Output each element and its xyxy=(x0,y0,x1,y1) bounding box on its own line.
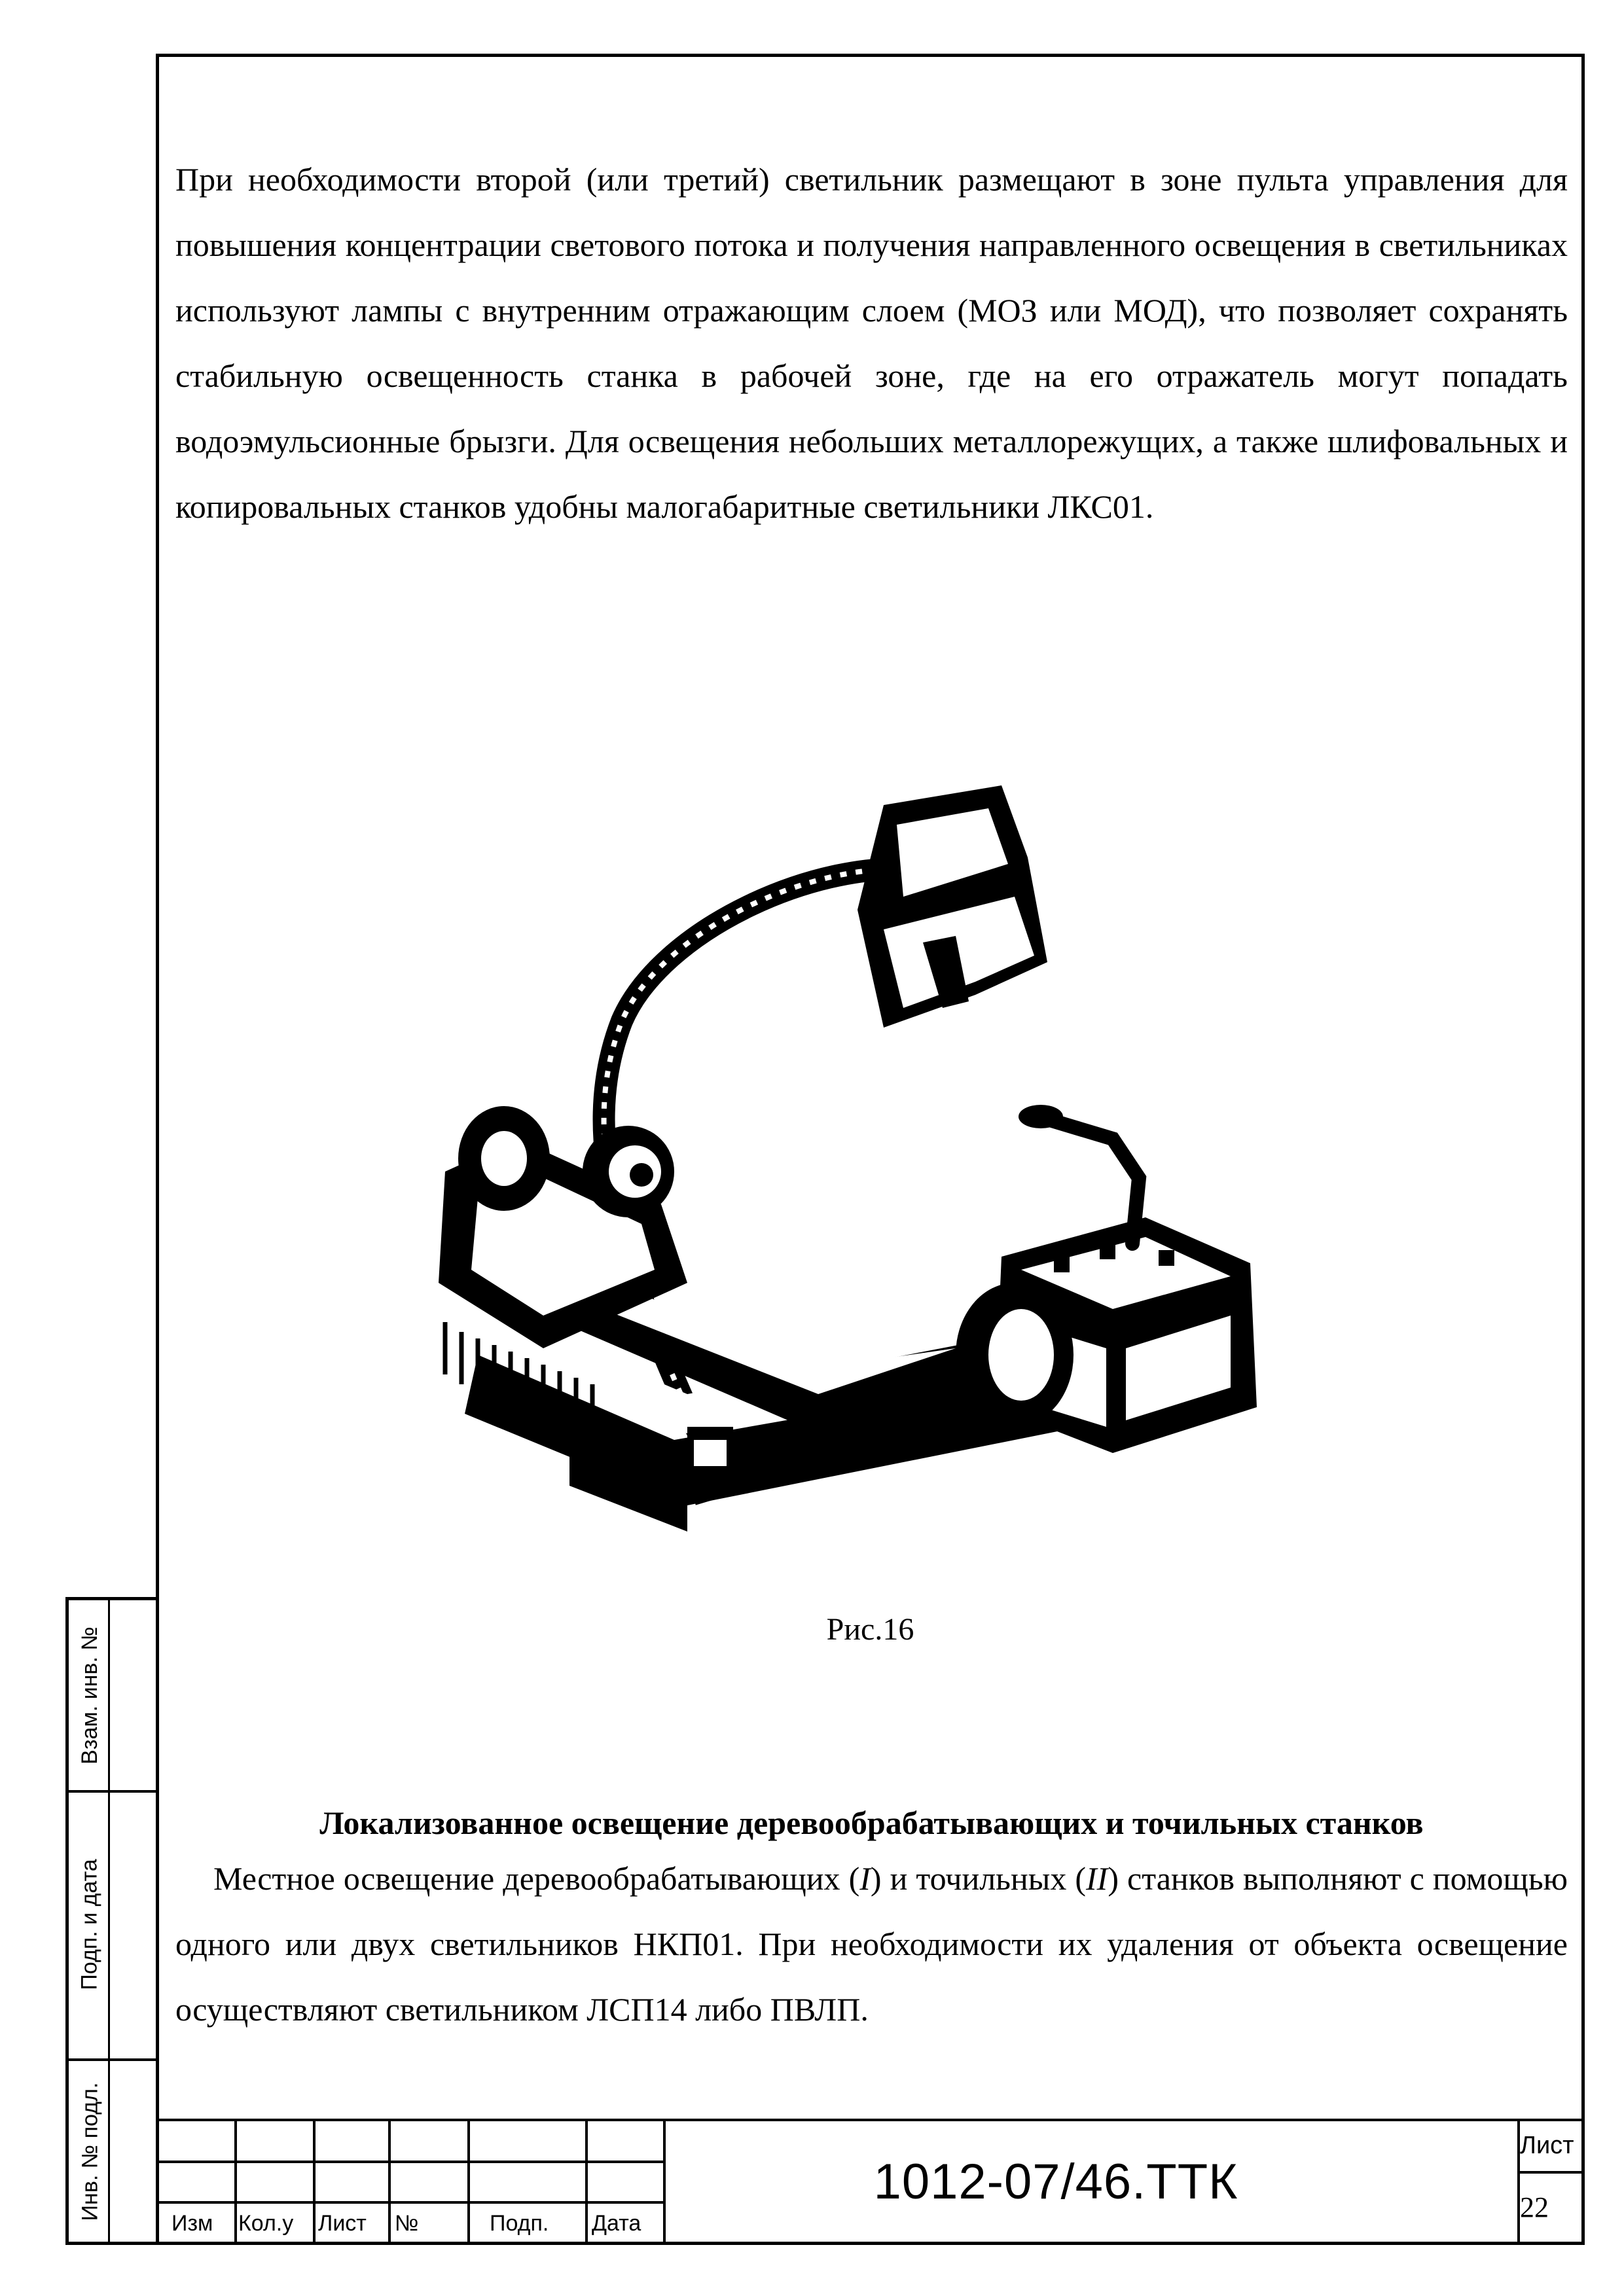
section-heading: Локализованное освещение деревообрабатывающих и точильных станков xyxy=(319,1804,1424,1841)
header-signature: Подп. xyxy=(490,2211,549,2236)
paragraph-text-1: Местное освещение деревообрабатывающих ( xyxy=(213,1860,860,1897)
lathe-with-lamp-illustration xyxy=(347,746,1394,1571)
figure-caption: Рис.16 xyxy=(826,1612,914,1647)
ref-II: II xyxy=(1086,1860,1108,1897)
paragraph-text-2: ) и точильных ( xyxy=(870,1860,1087,1897)
side-label-replacement-inventory: Взам. инв. № xyxy=(77,1626,103,1765)
side-label-original-inventory: Инв. № подл. xyxy=(77,2082,103,2221)
paragraph-intro: При необходимости второй (или третий) светильник размещают в зоне пульта управления для повышения концентрации светового потока и получения направленного освещения в светильниках используют лампы с внутренним отражающим слоем (МОЗ или МОД), что позволяет сохранять стабильную освещенность станка в рабочей зоне, где на его отражатель могут попадать водоэмульсионные брызги. Для освещения небольших металлорежущих, а также шлифовальных и копировальных станков удобны малогабаритные светильники ЛКС01. xyxy=(175,161,1568,525)
paragraph-local-lighting xyxy=(175,1846,1568,2042)
sheet-label: Лист xyxy=(1520,2132,1574,2159)
ref-I: I xyxy=(859,1860,871,1897)
header-sheet: Лист xyxy=(318,2211,367,2236)
header-change: Изм xyxy=(171,2211,213,2236)
paragraph-text-3: ) станков выполняют с помощью одного или двух светильников НКП01. При необходимости их удаления от объекта освещение осуществляют светильником ЛСП14 либо ПВЛП. xyxy=(175,1860,1568,2028)
header-number: № xyxy=(395,2211,419,2236)
figure-lathe-lamp xyxy=(347,746,1394,1571)
header-date: Дата xyxy=(592,2211,641,2236)
header-count: Кол.у xyxy=(238,2211,294,2236)
side-stamp xyxy=(65,1597,156,2245)
side-label-signature-date: Подп. и дата xyxy=(77,1858,102,1990)
sheet-number: 22 xyxy=(1520,2191,1549,2223)
title-block xyxy=(156,2119,1585,2245)
document-code: 1012-07/46.ТТК xyxy=(873,2154,1238,2210)
